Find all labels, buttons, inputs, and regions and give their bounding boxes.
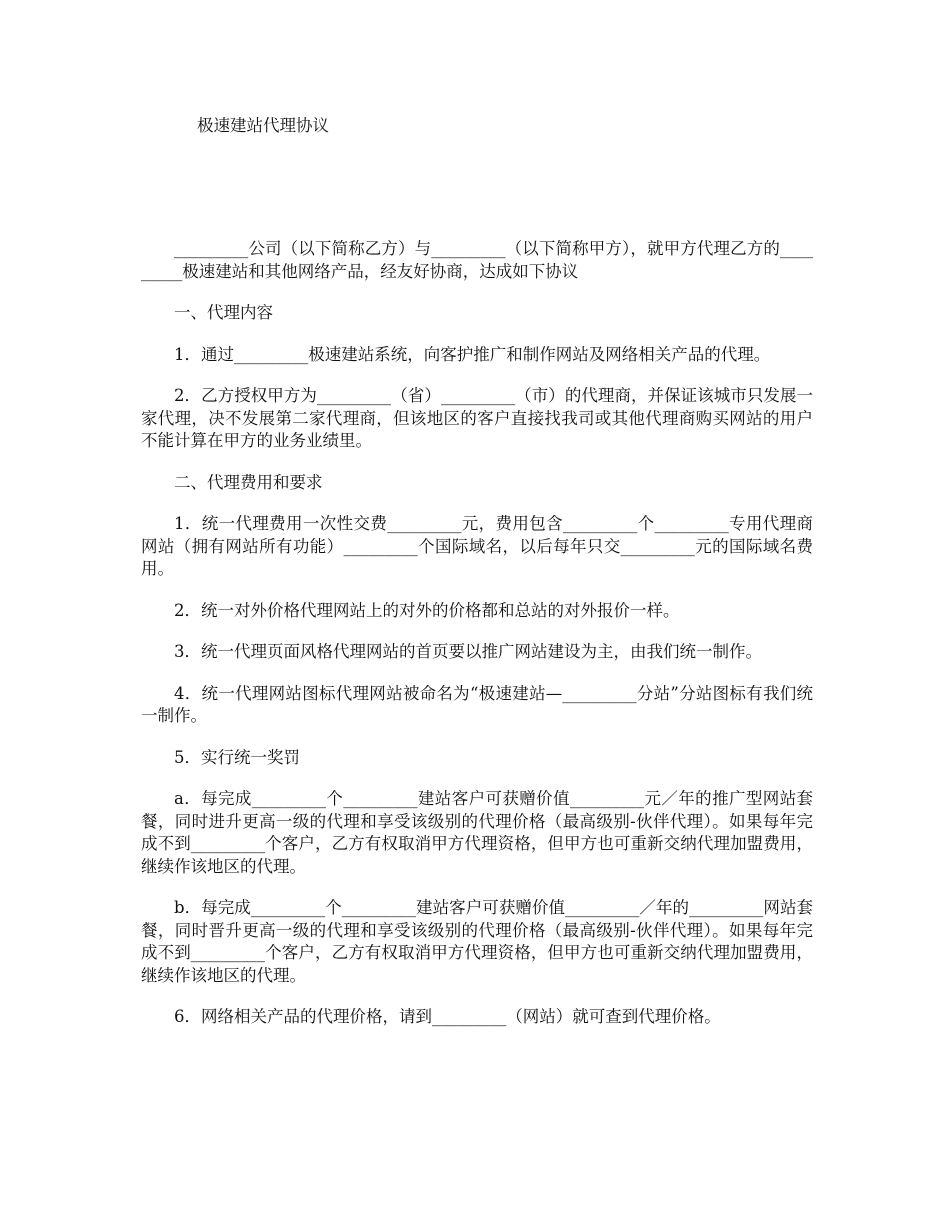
clause-2-4: 4．统一代理网站图标代理网站被命名为“极速建站—_________分站”分站图标有我们统一制作。	[141, 683, 813, 725]
clause-1-1: 1．通过_________极速建站系统，向客护推广和制作网站及网络相关产品的代理。	[174, 344, 771, 364]
clause-1-2: 2．乙方授权甲方为_________（省）_________（市）的代理商，并保证该城市只发展一家代理，决不发展第二家代理商，但该地区的客户直接找我司或其他代理商购买网站的用户不能计算在甲方的业务业绩里。	[141, 386, 813, 450]
clause-2-6: 6．网络相关产品的代理价格，请到_________（网站）就可查到代理价格。	[174, 1007, 721, 1026]
section-heading-agency-content: 一、代理内容	[174, 303, 273, 322]
clause-2-2: 2．统一对外价格代理网站上的对外的价格都和总站的对外报价一样。	[174, 600, 680, 620]
document-title: 极速建站代理协议	[197, 116, 329, 135]
clause-2-1: 1．统一代理费用一次性交费_________元，费用包含_________个_________专用代理商网站（拥有网站所有功能）_________个国际域名，以后每年只交_________元的国际域名费用。	[141, 514, 813, 578]
clause-2-5: 5．实行统一奖罚	[174, 747, 300, 767]
clause-2-3: 3．统一代理页面风格代理网站的首页要以推广网站建设为主，由我们统一制作。	[174, 642, 762, 661]
intro-paragraph: _________公司（以下简称乙方）与_________（以下简称甲方），就甲方代理乙方的_________极速建站和其他网络产品，经友好协商，达成如下协议	[141, 239, 813, 281]
document-body	[141, 238, 813, 1048]
clause-2-5-b: b．每完成_________个_________建站客户可获赠价值_________／年的_________网站套餐，同时晋升更高一级的代理和享受该级别的代理价格（最高级别-伙伴代理）。如果每年完成不到_________个客户，乙方有权取消甲方代理资格，但甲方也可重新交纳代理加盟费用，继续作该地区的代理。	[141, 898, 813, 985]
section-heading-fees-requirements: 二、代理费用和要求	[174, 472, 323, 492]
clause-2-5-a: a．每完成_________个_________建站客户可获赠价值_________元／年的推广型网站套餐，同时进升更高一级的代理和享受该级别的代理价格（最高级别-伙伴代理）。如果每年完成不到_________个客户，乙方有权取消甲方代理资格，但甲方也可重新交纳代理加盟费用，继续作该地区的代理。	[141, 789, 813, 876]
